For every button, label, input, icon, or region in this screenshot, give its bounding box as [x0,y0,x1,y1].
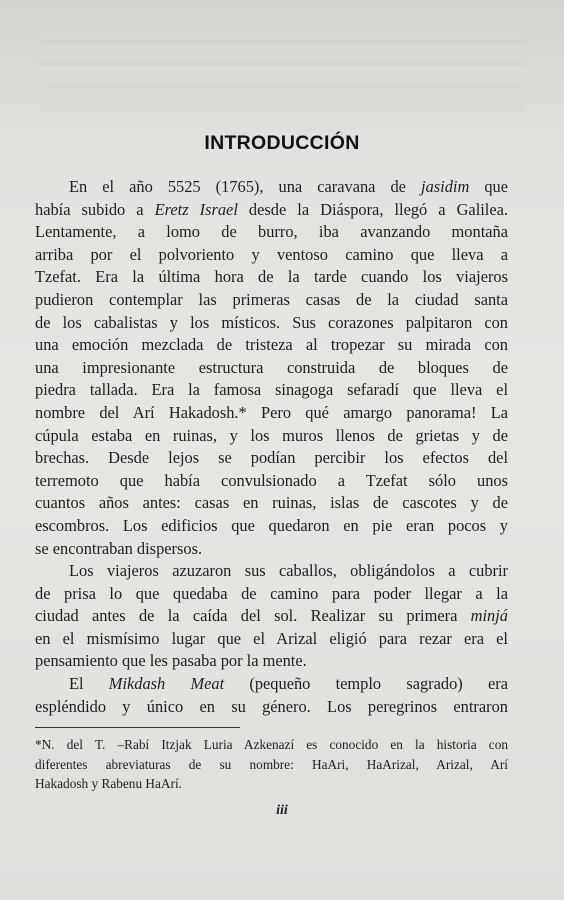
body-line-text: había subido a [35,199,155,219]
footnote-rule [35,727,240,728]
bleed-through-text [40,40,524,110]
footnote-line: diferentes abreviaturas de su nombre: HaAri, HaArizal, Arizal, Arí [35,756,508,772]
body-line-text: se encontraban dispersos. [35,538,203,558]
body-line-text: (pequeño templo sagrado) era [224,674,508,694]
footnote-line: *N. del T. –Rabí Itzjak Luria Azkenazí es conocido en la historia con [35,737,508,752]
body-line [35,560,508,583]
body-line [35,650,508,673]
footnote-line: Hakadosh y Rabenu HaArí. [35,776,182,792]
body-line [35,538,508,561]
body-text [35,176,508,718]
body-line-text: El [69,674,109,694]
body-line-text: espléndido y único en su género. Los peregrinos entraron [35,696,508,716]
body-line [35,696,508,719]
body-line [35,176,508,199]
body-line-text: de los cabalistas y los místicos. Sus corazones palpitaron con [35,312,508,332]
body-line-text: cúpula estaba en ruinas, y los muros llenos de grietas y de [35,425,508,445]
body-line [35,583,508,606]
body-line [35,334,508,357]
body-line [35,221,508,244]
body-line-text: una impresionante estructura construida de bloques de [35,357,508,377]
body-line-text: arriba por el polvoriento y ventoso camino que lleva a [35,244,508,264]
body-line-text: piedra tallada. Era la famosa sinagoga sefaradí que lleva el [35,380,508,400]
body-line-text: brechas. Desde lejos se podían percibir los efectos del [35,448,508,468]
body-line [35,289,508,312]
body-line-text: que [469,177,508,196]
body-line [35,470,508,493]
italic-term: jasidim [421,177,470,196]
body-line [35,673,508,696]
body-line [35,266,508,289]
body-line [35,515,508,538]
body-line [35,357,508,380]
italic-term: Mikdash Meat [108,674,225,694]
chapter-title: INTRODUCCIÓN [204,132,360,154]
body-line-text: de prisa lo que quedaba de camino para poder llegar a la [35,583,508,603]
italic-term: Eretz Israel [154,199,238,219]
body-line-text: una emoción mezclada de tristeza al tropezar su mirada con [35,335,508,355]
body-line-text: cuantos años antes: casas en ruinas, islas de cascotes y de [35,493,508,513]
body-line-text: pensamiento que les pasaba por la mente. [35,651,307,671]
italic-term: minjá [470,606,508,626]
body-line [35,402,508,425]
body-line [35,425,508,448]
body-line-text: desde la Diáspora, llegó a Galilea. [237,199,508,219]
footnote [35,735,508,794]
body-line-text: En el año 5525 (1765), una caravana de [69,177,422,196]
body-line [35,447,508,470]
body-line [35,244,508,267]
body-line [35,492,508,515]
body-line-text: Los viajeros azuzaron sus caballos, obligándolos a cubrir [69,561,508,581]
body-line-text: escombros. Los edificios que quedaron en pie eran pocos y [35,515,508,535]
body-line-text: pudieron contemplar las primeras casas de la ciudad santa [35,289,508,309]
body-line [35,312,508,335]
body-line-text: en el mismísimo lugar que el Arizal eligió para rezar era el [35,628,508,648]
body-line [35,379,508,402]
page-number: iii [276,803,288,818]
body-line [35,628,508,651]
body-line-text: ciudad antes de la caída del sol. Realizar su primera [35,606,471,626]
body-line-text: terremoto que había convulsionado a Tzefat sólo unos [35,470,508,490]
body-line-text: Lentamente, a lomo de burro, iba avanzando montaña [35,222,508,242]
body-line-text: nombre del Arí Hakadosh.* Pero qué amargo panorama! La [35,402,508,422]
body-line-text: Tzefat. Era la última hora de la tarde cuando los viajeros [35,267,508,287]
body-line [35,199,508,222]
body-line [35,605,508,628]
